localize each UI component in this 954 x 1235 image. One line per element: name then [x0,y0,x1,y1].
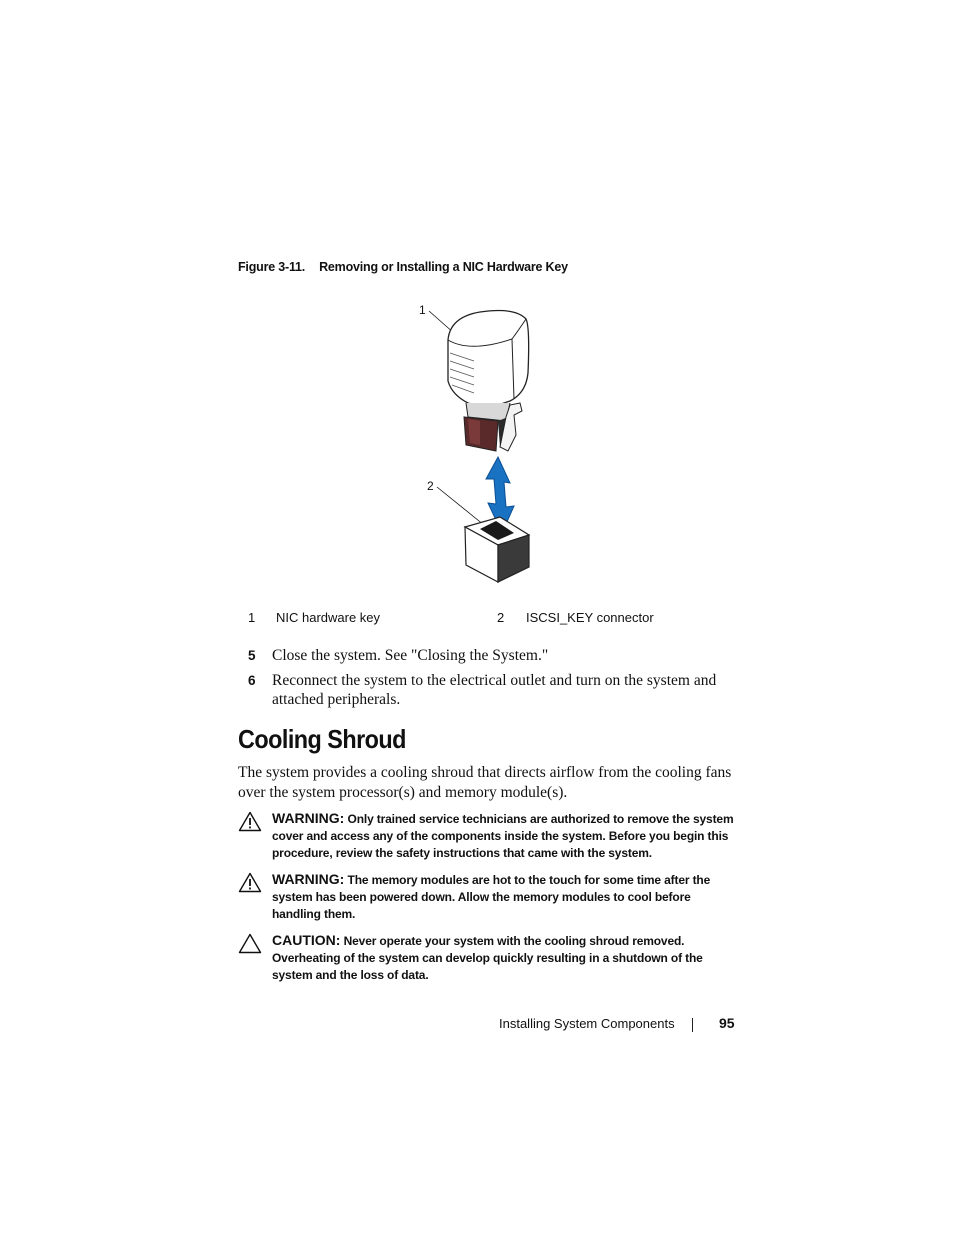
legend-label-2: ISCSI_KEY connector [526,610,654,625]
footer-divider [692,1018,693,1032]
iscsi-key-connector [465,517,529,582]
caution-notice [238,932,743,984]
notice-label: CAUTION: [272,932,341,948]
page-number: 95 [719,1015,735,1031]
warning-notice [238,810,743,862]
footer-chapter-title: Installing System Components [499,1016,675,1031]
notice-label: WARNING: [272,871,345,887]
step-number: 5 [248,648,256,663]
step-text: Reconnect the system to the electrical outlet and turn on the system and attached peripherals. [272,672,717,708]
notice-text: Only trained service technicians are authorized to remove the system cover and access any of the components inside the system. Before you begin this procedure, review the safety instructions that came with the system. [272,812,734,860]
notice-label: WARNING: [272,810,345,826]
figure-number: Figure 3-11. [238,260,306,274]
callout-2-line [437,487,484,525]
step-5 [248,646,748,665]
step-text: Close the system. See "Closing the System." [272,647,549,664]
warning-triangle-icon [238,872,262,893]
legend-number-2: 2 [497,610,505,625]
notice-text: The memory modules are hot to the touch for some time after the system has been powered down. Allow the memory modules to cool before handling them. [272,873,711,921]
legend-number-1: 1 [248,610,256,625]
legend-label-1: NIC hardware key [276,610,381,625]
nic-hardware-key-illustration [410,295,550,595]
notice-text: Never operate your system with the cooling shroud removed. Overheating of the system can develop quickly resulting in a shutdown of the system and the loss of data. [272,934,703,982]
section-heading: Cooling Shroud [238,724,406,754]
callout-1-label: 1 [419,303,426,317]
nic-hardware-key [448,311,529,451]
figure-title: Removing or Installing a NIC Hardware Key [319,260,568,274]
callout-2-label: 2 [427,479,434,493]
warning-notice [238,871,743,923]
step-number: 6 [248,673,256,688]
warning-triangle-icon [238,811,262,832]
step-6 [248,671,738,709]
intro-paragraph: The system provides a cooling shroud that directs airflow from the cooling fans over the system processor(s) and memory module(s). [238,764,732,801]
figure-caption [238,260,568,274]
caution-triangle-icon [238,933,262,954]
